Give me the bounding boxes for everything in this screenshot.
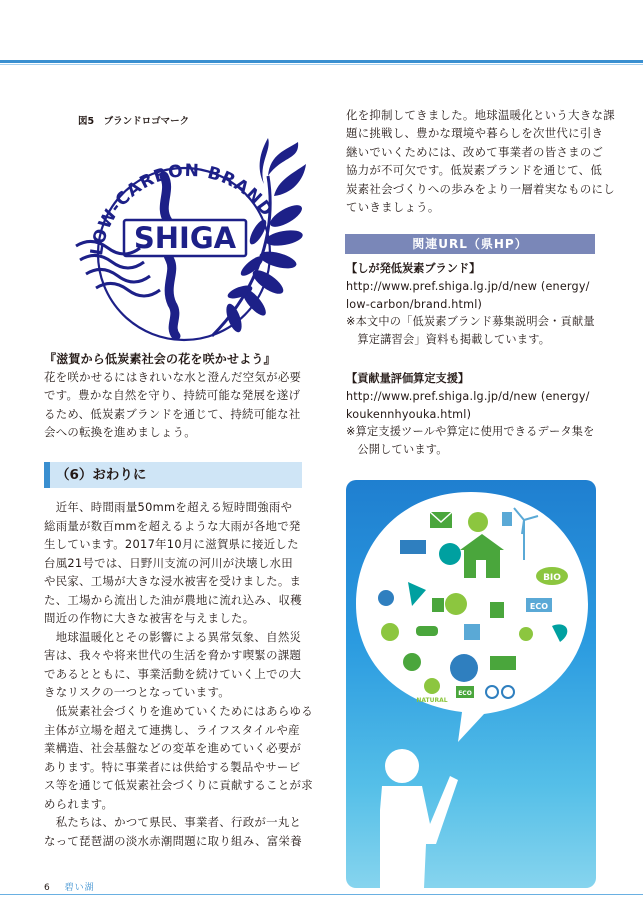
solar-panel-icon [400, 540, 426, 554]
url-block-title-contribution: 【貢献量評価算定支援】 [346, 372, 470, 385]
page-footer [44, 880, 95, 893]
page-number: 6 [44, 883, 51, 893]
url-block-title-brand: 【しが発低炭素ブランド】 [346, 262, 481, 275]
text-line: 総雨量が数百mmを超えるような大雨が各地で発 [44, 518, 301, 533]
text-line: 生しています。2017年10月に滋賀県に接近した [44, 537, 299, 552]
text-line: あります。特に事業者には供給する製品やサービ [44, 759, 301, 774]
car-icon [416, 626, 438, 636]
continued-paragraph [346, 106, 615, 216]
bus-icon [490, 656, 516, 670]
bio-label: BIO [543, 573, 561, 583]
text-line: ス等を通じて低炭素社会づくりに貢献することが求 [44, 778, 313, 793]
text-line: 低炭素社会づくりを進めていくためにはあらゆる [44, 704, 313, 719]
header-rule-thin [0, 64, 643, 65]
earth-icon [450, 654, 478, 682]
section-heading: （6）おわりに [44, 462, 302, 488]
person-silhouette [380, 749, 458, 888]
bottle-icon [432, 598, 444, 612]
text-line: 近年、時間雨量50mmを超える短時間強雨や [44, 500, 293, 514]
header-rule [0, 60, 643, 63]
note-line: 算定講習会」資料も掲載しています。 [346, 332, 551, 346]
text-line: た、工場から流出した油が農地に流れ込み、収穫 [44, 592, 302, 607]
globe-icon [439, 543, 461, 565]
footer-rule [0, 894, 643, 895]
text-line: ていきましょう。 [346, 200, 440, 215]
text-line: るため、低炭素ブランドを通じて、持続可能な社 [44, 406, 301, 421]
text-line: 地球温暖化とその影響による異常気象、自然災 [44, 629, 302, 644]
faucet-icon [378, 590, 394, 606]
tree-icon [381, 623, 399, 641]
url-block-brand [346, 278, 595, 348]
natural-label: NATURAL [416, 697, 448, 704]
battery-icon [502, 512, 512, 526]
text-line: 化を抑制してきました。地球温暖化という大きな課 [346, 108, 615, 122]
natural-badge-icon [424, 678, 440, 694]
eco-house-label: ECO [458, 690, 472, 697]
note-line: 公開しています。 [346, 442, 448, 456]
figure-caption: 図5 ブランドロゴマーク [78, 116, 190, 127]
eco-label: ECO [529, 602, 549, 611]
text-line: です。豊かな自然を守り、持続可能な発展を遂げ [44, 388, 301, 403]
lightbulb-icon [519, 627, 533, 641]
publication-title: 碧い湖 [64, 883, 95, 893]
eco-illustration [346, 480, 596, 888]
text-line: なって琵琶湖の淡水赤潮問題に取り組み、富栄養 [44, 833, 302, 848]
phone-icon [464, 624, 480, 640]
logo-arc-text: LOW-CARBON BRAND [86, 160, 277, 257]
url-block-contribution [346, 388, 595, 458]
brand-logo [72, 136, 308, 344]
plant-icon [468, 512, 488, 532]
text-line: 題に挑戦し、豊かな環境や暮らしを次世代に引き [346, 126, 604, 141]
text-line: きなリスクの一つとなっています。 [44, 685, 230, 700]
text-line: 私たちは、かつて県民、事業者、行政が一丸と [44, 815, 302, 830]
text-line: 台風21号では、日野川支流の河川が決壊し水田 [44, 555, 293, 570]
text-line: 炭素社会づくりへの歩みをより一層着実なものにし [346, 181, 615, 196]
note-line: ※算定支援ツールや算定に使用できるデータ集を [346, 425, 595, 438]
text-line: であるとともに、事業活動を続けていく上での大 [44, 666, 302, 681]
related-url-header: 関連URL（県HP） [345, 234, 595, 254]
text-line: 業構造、社会基盤などの変革を進めていく必要が [44, 741, 302, 756]
text-line: 継いでいくためには、改めて事業者の皆さまのご [346, 144, 604, 159]
intro-paragraph [44, 368, 302, 442]
text-line: 会への転換を進めましょう。 [44, 425, 196, 440]
url-link[interactable]: http://www.pref.shiga.lg.jp/d/new (energy/ [346, 390, 590, 403]
text-line: 花を咲かせるにはきれいな水と澄んだ空気が必要 [44, 370, 302, 384]
ecology-hand-icon [403, 653, 421, 671]
url-link[interactable]: koukennhyouka.html) [346, 407, 472, 421]
slogan-heading: 『滋賀から低炭素社会の花を咲かせよう』 [44, 352, 276, 366]
recycle-icon [445, 593, 467, 615]
note-line: ※本文中の「低炭素ブランド募集説明会・貢献量 [346, 315, 595, 328]
text-line: や民家、工場が大きな浸水被害を受けました。ま [44, 574, 302, 589]
closing-paragraph [44, 498, 313, 850]
text-line: 協力が不可欠です。低炭素ブランドを通じて、低 [346, 163, 603, 178]
text-line: 間近の作物に大きな被害を与えました。 [44, 611, 255, 626]
logo-main-text: SHIGA [133, 221, 237, 255]
text-line: 害は、我々や将来世代の生活を脅かす喫緊の課題 [44, 648, 302, 663]
url-link[interactable]: http://www.pref.shiga.lg.jp/d/new (energy/ [346, 280, 590, 293]
eco-illustration-art [346, 480, 596, 888]
url-link[interactable]: low-carbon/brand.html) [346, 297, 483, 311]
text-line: 主体が立場を超えて連携し、ライフスタイルや産 [44, 722, 300, 737]
text-line: められます。 [44, 796, 114, 811]
fuel-icon [490, 602, 504, 618]
